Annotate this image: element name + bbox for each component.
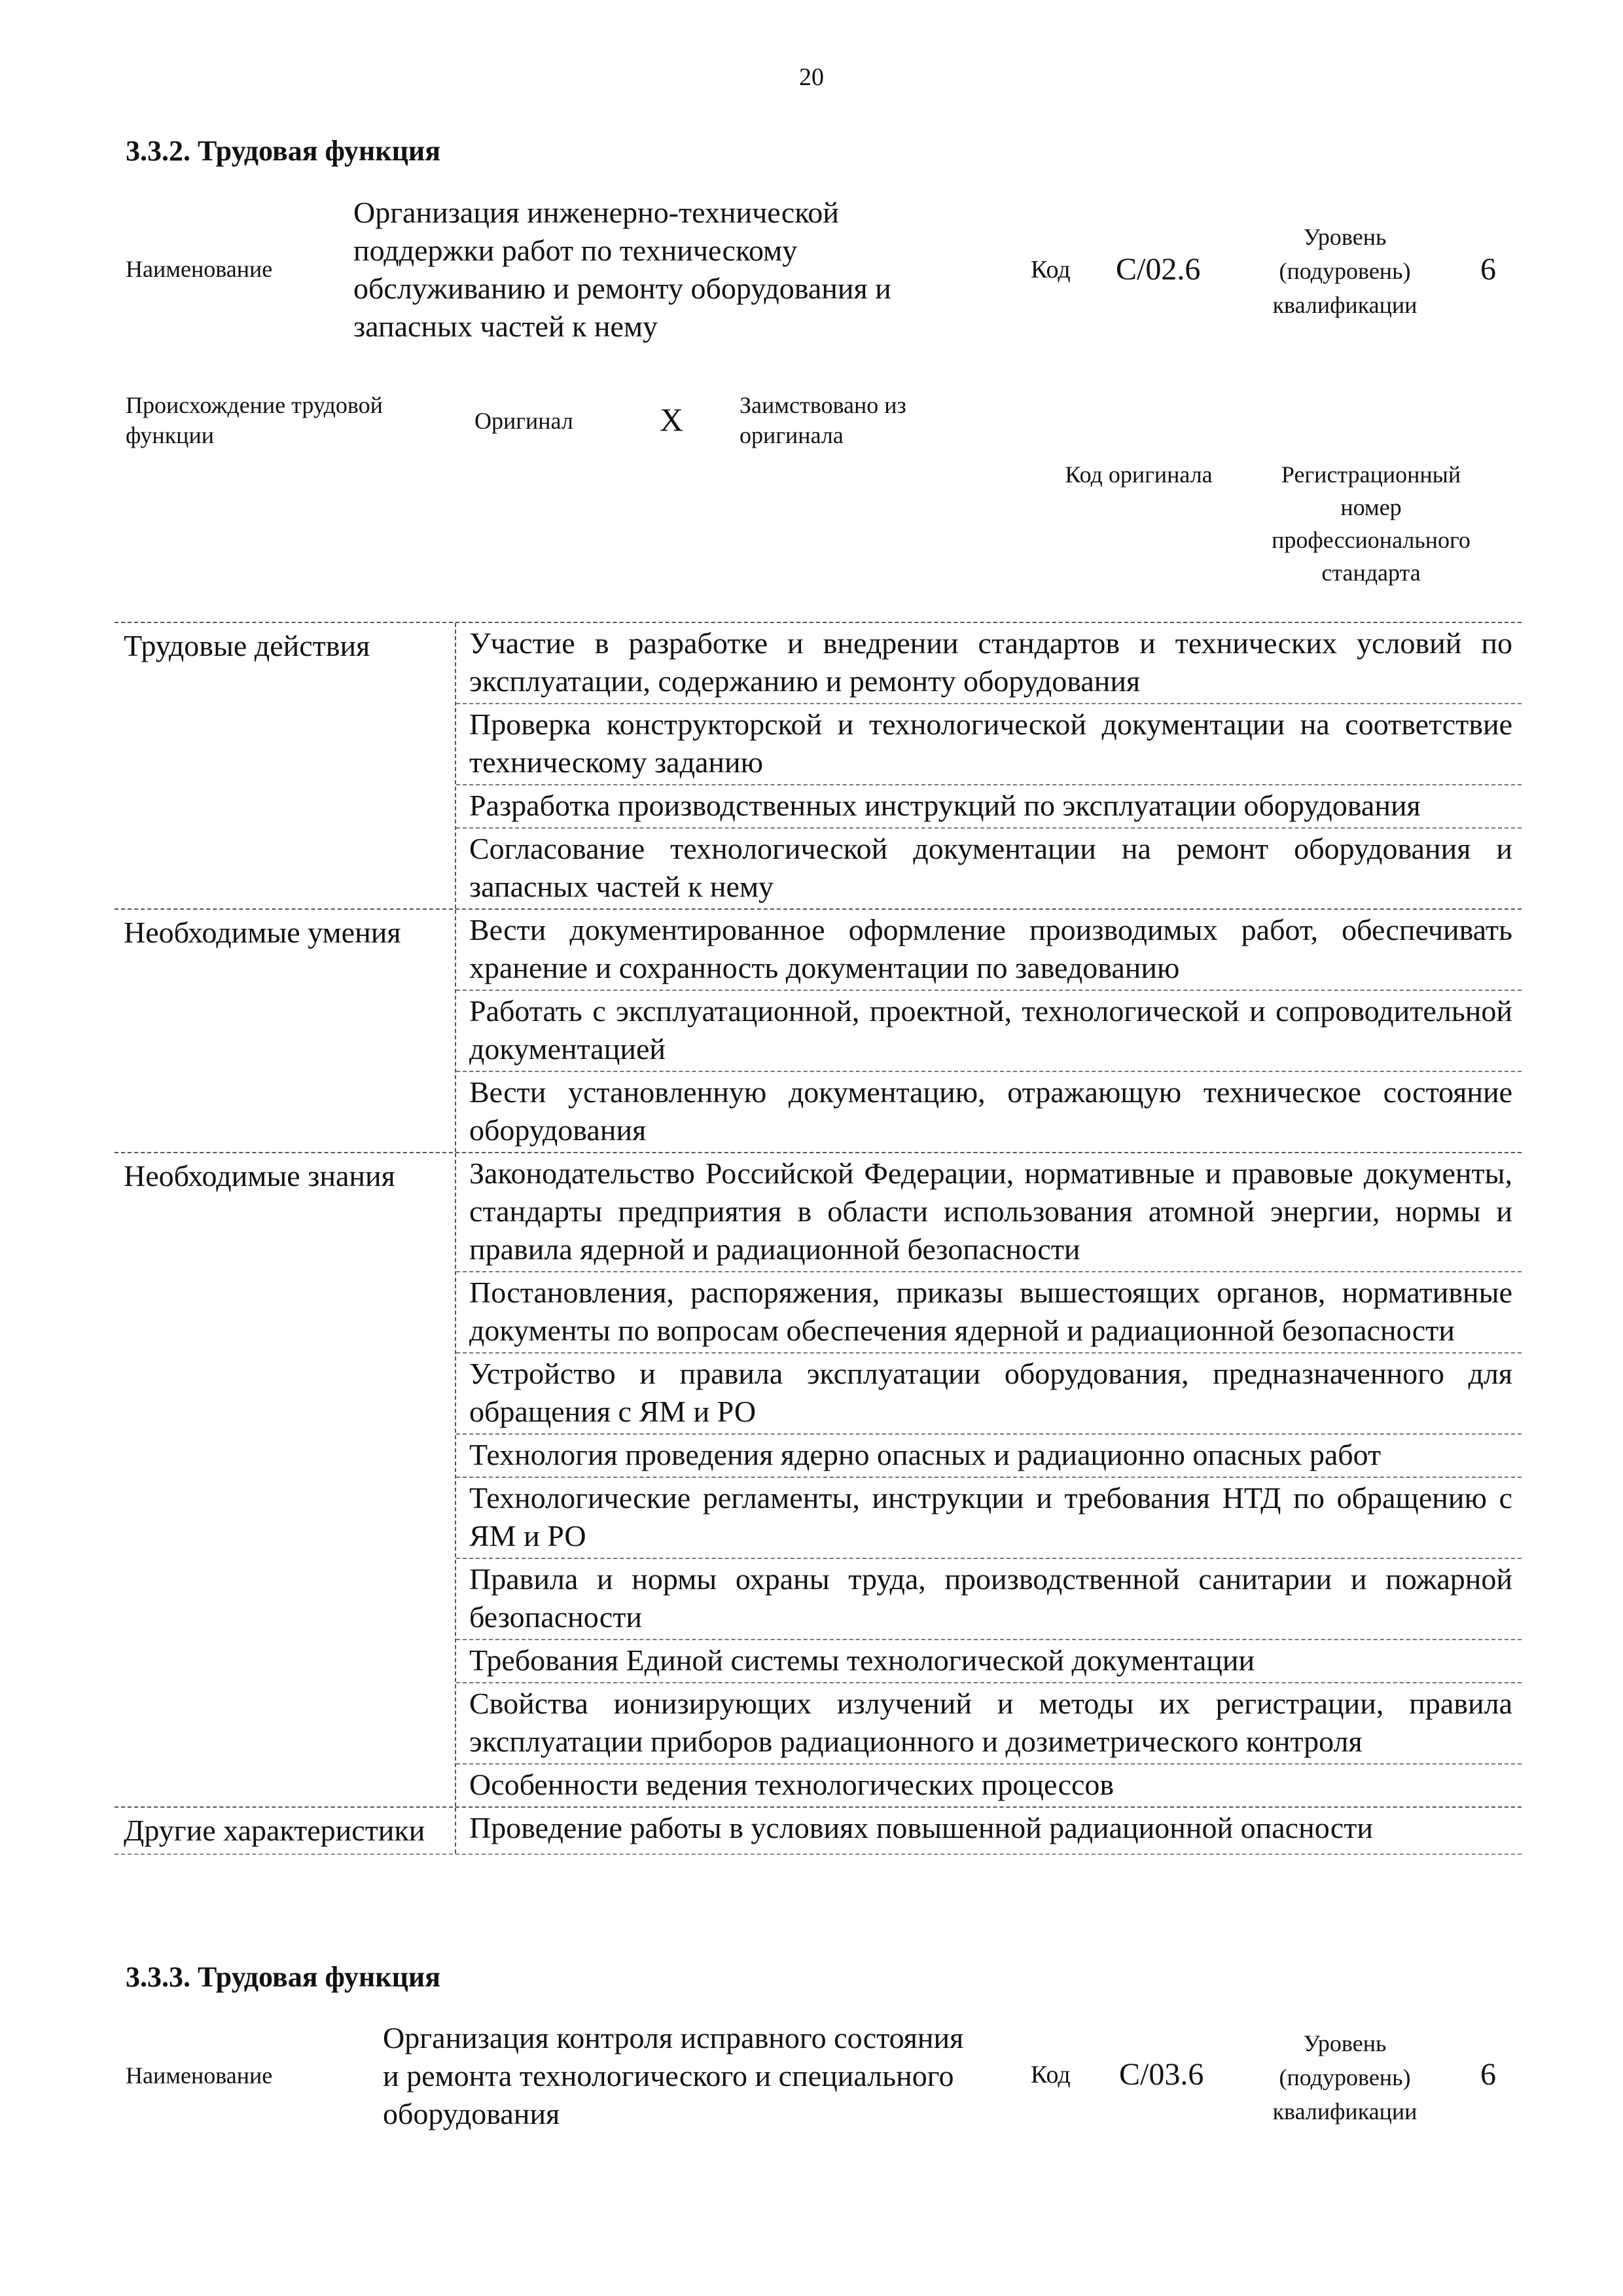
- name-label-333: Наименование: [126, 2062, 273, 2089]
- function-table: [115, 622, 1522, 1855]
- list-item: Согласование технологической документации на ремонт оборудования и запасных частей к нему: [469, 832, 1512, 903]
- list-item: Проверка конструкторской и технологической документации на соответствие техническому заданию: [456, 704, 1522, 785]
- list-item: Участие в разработке и внедрении стандартов и технических условий по эксплуатации, содержанию и ремонту оборудования: [456, 623, 1522, 704]
- code-label-332: Код: [1031, 256, 1071, 283]
- reg-number-label: Регистрационный номер профессионального стандарта: [1272, 461, 1471, 586]
- row-label: Необходимые умения: [124, 916, 401, 949]
- row-label: Другие характеристики: [124, 1814, 425, 1847]
- code-label-333: Код: [1031, 2061, 1071, 2089]
- list-item: Правила и нормы охраны труда, производственной санитарии и пожарной безопасности: [456, 1559, 1522, 1640]
- original-mark: X: [660, 401, 684, 438]
- code-original-label: Код оригинала: [1065, 461, 1213, 488]
- list-item: Вести установленную документацию, отражающую техническое состояние оборудования: [469, 1075, 1512, 1147]
- name-value-332: Организация инженерно-технической поддержки работ по техническому обслуживанию и ремонту оборудования и запасных частей к нему: [353, 196, 891, 343]
- section-heading-333: 3.3.3. Трудовая функция: [126, 1961, 441, 1993]
- level-label-332: Уровень (подуровень) квалификации: [1272, 224, 1418, 318]
- row-label: Необходимые знания: [124, 1159, 395, 1193]
- table-row-labor-actions: [115, 622, 1522, 908]
- table-row-skills: [115, 908, 1522, 1152]
- code-value-333: С/03.6: [1119, 2057, 1204, 2092]
- table-row-knowledge: [115, 1152, 1522, 1806]
- list-item: Постановления, распоряжения, приказы вышестоящих органов, нормативные документы по вопросам обеспечения ядерной и радиационной безопасности: [456, 1272, 1522, 1354]
- original-label: Оригинал: [474, 408, 573, 434]
- list-item: Устройство и правила эксплуатации оборудования, предназначенного для обращения с ЯМ и РО: [456, 1354, 1522, 1435]
- list-item: Вести документированное оформление производимых работ, обеспечивать хранение и сохранность документации по заведованию: [456, 910, 1522, 991]
- list-item: Свойства ионизирующих излучений и методы их регистрации, правила эксплуатации приборов радиационного и дозиметрического контроля: [456, 1683, 1522, 1765]
- table-row-other: [115, 1806, 1522, 1855]
- name-label-332: Наименование: [126, 256, 273, 282]
- list-item: Работать с эксплуатационной, проектной, технологической и сопроводительной документацией: [456, 991, 1522, 1072]
- borrowed-label: Заимствовано из оригинала: [740, 392, 906, 448]
- name-value-333: Организация контроля исправного состояния и ремонта технологического и специального оборудования: [383, 2021, 964, 2130]
- list-item: Проведение работы в условиях повышенной радиационной опасности: [469, 1811, 1373, 1844]
- list-item: Законодательство Российской Федерации, нормативные и правовые документы, стандарты предприятия в области использования атомной энергии, нормы и правила ядерной и радиационной безопасности: [456, 1153, 1522, 1272]
- level-label-333: Уровень (подуровень) квалификации: [1272, 2030, 1418, 2125]
- list-item: Разработка производственных инструкций по эксплуатации оборудования: [456, 785, 1522, 829]
- level-value-333: 6: [1480, 2057, 1496, 2092]
- list-item: Требования Единой системы технологической документации: [456, 1640, 1522, 1683]
- row-label: Трудовые действия: [124, 629, 370, 662]
- list-item: Технологические регламенты, инструкции и требования НТД по обращению с ЯМ и РО: [456, 1478, 1522, 1559]
- list-item: Особенности ведения технологических процессов: [469, 1768, 1115, 1801]
- page-number: 20: [799, 63, 824, 91]
- code-value-332: С/02.6: [1116, 252, 1201, 287]
- list-item: Технология проведения ядерно опасных и радиационно опасных работ: [456, 1435, 1522, 1478]
- section-heading-332: 3.3.2. Трудовая функция: [126, 135, 441, 167]
- level-value-332: 6: [1480, 252, 1496, 287]
- origin-label: Происхождение трудовой функции: [126, 392, 383, 448]
